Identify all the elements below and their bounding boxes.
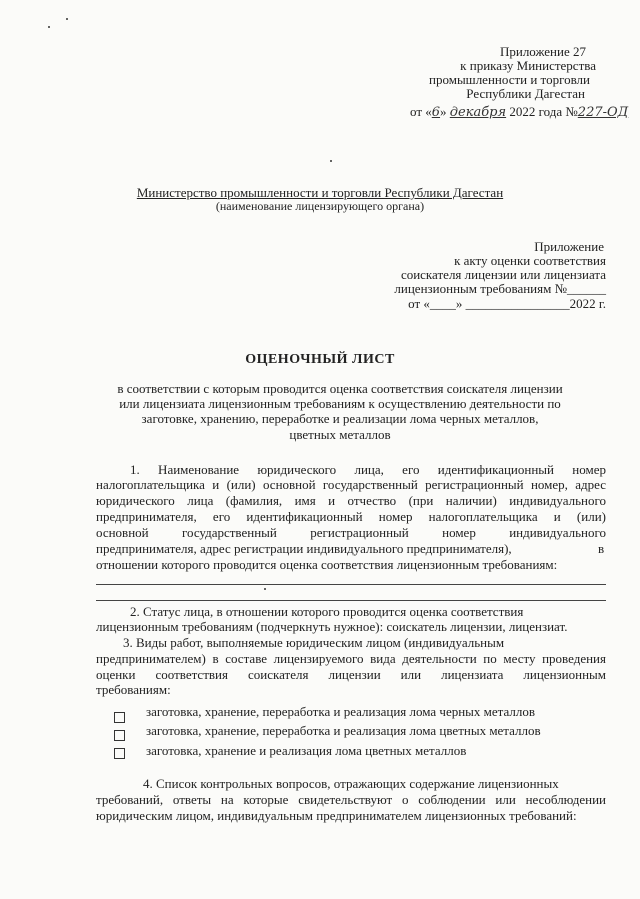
section1-line-4: предпринимателя, его идентификационный номер налогоплательщика и (или) <box>96 509 606 524</box>
section4-line-3: юридическим лицом, индивидуальным предпринимателем лицензионных требований: <box>96 808 577 823</box>
section3-line-3: оценки соответствия соискателя лицензии или лицензиата лицензионным <box>96 667 606 682</box>
section1-line-7: отношении которого проводится оценка соответствия лицензионным требованиям: <box>96 557 558 572</box>
scan-speck <box>48 26 50 28</box>
date-year: 2022 года <box>509 104 563 119</box>
document-title: ОЦЕНОЧНЫЙ ЛИСТ <box>245 352 395 367</box>
blank-line-1 <box>96 584 606 585</box>
section1-line-2: налогоплательщика и (или) основной государственный регистрационный номер, адрес <box>96 477 606 492</box>
option-2-label: заготовка, хранение, переработка и реализация лома цветных металлов <box>146 723 541 738</box>
authority-caption: (наименование лицензирующего органа) <box>215 199 425 213</box>
section1-line-6a: предпринимателя, адрес регистрации индивидуального предпринимателя), <box>96 541 512 556</box>
section2-line-2: лицензионным требованиям (подчеркнуть нужное): соискатель лицензии, лицензиат. <box>96 619 568 634</box>
option-1-label: заготовка, хранение, переработка и реализация лома черных металлов <box>146 704 535 719</box>
number-sign: № <box>565 104 578 119</box>
section1-line-1: 1. Наименование юридического лица, его идентификационный номер <box>130 462 606 477</box>
act-appendix-line-5: от «____» ________________2022 г. <box>408 296 606 311</box>
scan-speck <box>66 18 68 20</box>
appendix-line-4: Республики Дагестан <box>466 86 585 101</box>
subtitle-line-3: заготовке, хранению, переработке и реализации лома черных металлов, <box>141 411 539 426</box>
section1-line-3: юридического лица (фамилия, имя и отчество (при наличии) индивидуального <box>96 493 606 508</box>
option-3-checkbox[interactable] <box>114 748 125 759</box>
act-appendix-line-1: Приложение <box>534 239 604 254</box>
act-appendix-line-2: к акту оценки соответствия <box>454 253 606 268</box>
option-2-checkbox[interactable] <box>114 730 125 741</box>
date-month: декабря <box>449 105 507 120</box>
date-mid: » <box>440 104 447 119</box>
section4-line-2: требований, ответы на которые свидетельствуют о соблюдении или несоблюдении <box>96 792 606 807</box>
section3-line-4: требованиям: <box>96 682 171 697</box>
act-appendix-line-4: лицензионным требованиям №______ <box>394 281 606 296</box>
act-appendix-line-3: соискателя лицензии или лицензиата <box>400 267 606 282</box>
section3-line-2: предпринимателем) в составе лицензируемого вида деятельности по месту проведения <box>96 651 606 666</box>
option-3-label: заготовка, хранение и реализация лома цветных металлов <box>146 743 467 758</box>
appendix-line-2: к приказу Министерства <box>460 58 596 73</box>
section3-line-1: 3. Виды работ, выполняемые юридическим лицом (индивидуальным <box>123 635 505 650</box>
appendix-line-3: промышленности и торговли <box>429 72 590 87</box>
subtitle-line-1: в соответствии с которым проводится оценка соответствия соискателя лицензии <box>117 381 563 396</box>
option-1-checkbox[interactable] <box>114 712 125 723</box>
appendix-date-line <box>410 104 628 120</box>
section1-line-6b: в <box>598 541 605 556</box>
authority-name: Министерство промышленности и торговли Республики Дагестан <box>136 185 504 200</box>
scan-speck <box>330 160 332 162</box>
date-prefix: от « <box>410 104 432 119</box>
blank-line-2 <box>96 600 606 601</box>
scan-speck <box>264 588 266 590</box>
subtitle-line-2: или лицензиата лицензионным требованиям к осуществлению деятельности по <box>119 396 561 411</box>
section2-line-1: 2. Статус лица, в отношении которого проводится оценка соответствия <box>130 604 524 619</box>
section1-line-5: основной государственный регистрационный номер индивидуального <box>96 525 606 540</box>
subtitle-line-4: цветных металлов <box>289 427 391 442</box>
appendix-line-1: Приложение 27 <box>499 44 586 59</box>
section4-line-1: 4. Список контрольных вопросов, отражающих содержание лицензионных <box>143 776 559 791</box>
number-value: 227-ОД <box>577 105 629 120</box>
date-day: 6 <box>431 105 441 120</box>
